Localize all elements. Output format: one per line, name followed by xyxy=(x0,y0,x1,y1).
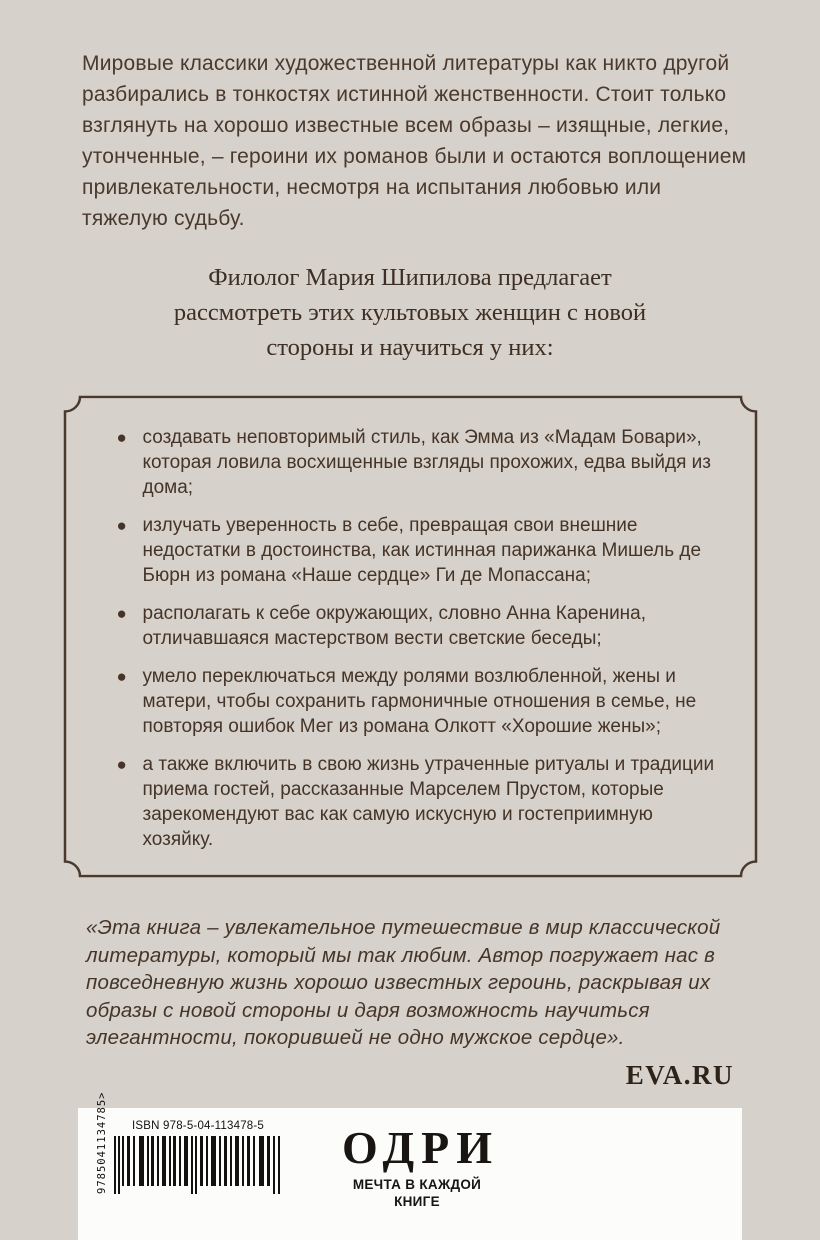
feature-text: создавать неповторимый стиль, как Эмма из «Мадам Бовари», которая ловила восхищенные взгляды прохожих, едва выйдя из дома; xyxy=(142,427,712,498)
barcode-number: 9785041134785> xyxy=(96,1091,108,1194)
feature-text: располагать к себе окружающих, словно Анна Каренина, отличавшаяся мастерством вести светские беседы; xyxy=(142,603,647,649)
feature-list xyxy=(93,425,716,852)
barcode-block xyxy=(96,1091,284,1194)
isbn-label: ISBN 978-5-04-113478-5 xyxy=(131,1120,265,1132)
list-item xyxy=(93,752,716,852)
intro-paragraph: Мировые классики художественной литературы как никто другой разбирались в тонкостях истинной женственности. Стоит только взглянуть на хорошо известные всем образы – изящные, легкие, утонченные, – героини их романов были и остаются воплощением привлекательности, несмотря на испытания любовью или тяжелую судьбу. xyxy=(82,52,747,230)
review-quote: «Эта книга – увлекательное путешествие в мир классической литературы, который мы так любим. Автор погружает нас в повседневную жизнь хорошо известных героинь, раскрывая их образы с новой стороны и даря возможность научиться элегантности, покорившей не одно мужское сердце». xyxy=(86,916,721,1049)
review-attribution: EVA.RU xyxy=(625,1059,734,1090)
list-item xyxy=(93,425,716,500)
lead-paragraph: Филолог Мария Шипилова предлагает рассмотреть этих культовых женщин с новой стороны и научиться у них: xyxy=(173,264,647,361)
list-item xyxy=(93,513,716,588)
bullet-icon: ● xyxy=(116,755,127,774)
footer-panel xyxy=(78,1091,742,1240)
bullet-icon: ● xyxy=(116,428,127,447)
barcode xyxy=(114,1136,282,1194)
list-item xyxy=(93,664,716,739)
barcode-area xyxy=(112,1120,284,1194)
feature-text: а также включить в свою жизнь утраченные ритуалы и традиции приема гостей, рассказанные Марселем Прустом, которые зарекомендуют вас как самую искусную и гостеприимную хозяйку. xyxy=(142,754,715,850)
list-item xyxy=(93,601,716,651)
feature-text: умело переключаться между ролями возлюбленной, жены и матери, чтобы сохранить гармоничные отношения в семье, не повторяя ошибок Мег из романа Олкотт «Хорошие жены»; xyxy=(142,666,697,737)
features-frame xyxy=(63,395,758,878)
bullet-icon: ● xyxy=(116,604,127,623)
publisher-tagline: МЕЧТА В КАЖДОЙ КНИГЕ xyxy=(352,1177,482,1209)
bullet-icon: ● xyxy=(116,667,127,686)
publisher-block xyxy=(332,1120,502,1210)
feature-text: излучать уверенность в себе, превращая свои внешние недостатки в достоинства, как истинная парижанка Мишель де Бюрн из романа «Наше сердце» Ги де Мопассана; xyxy=(142,515,702,586)
bullet-icon: ● xyxy=(116,516,127,535)
publisher-logo: ОДРИ xyxy=(341,1122,499,1173)
